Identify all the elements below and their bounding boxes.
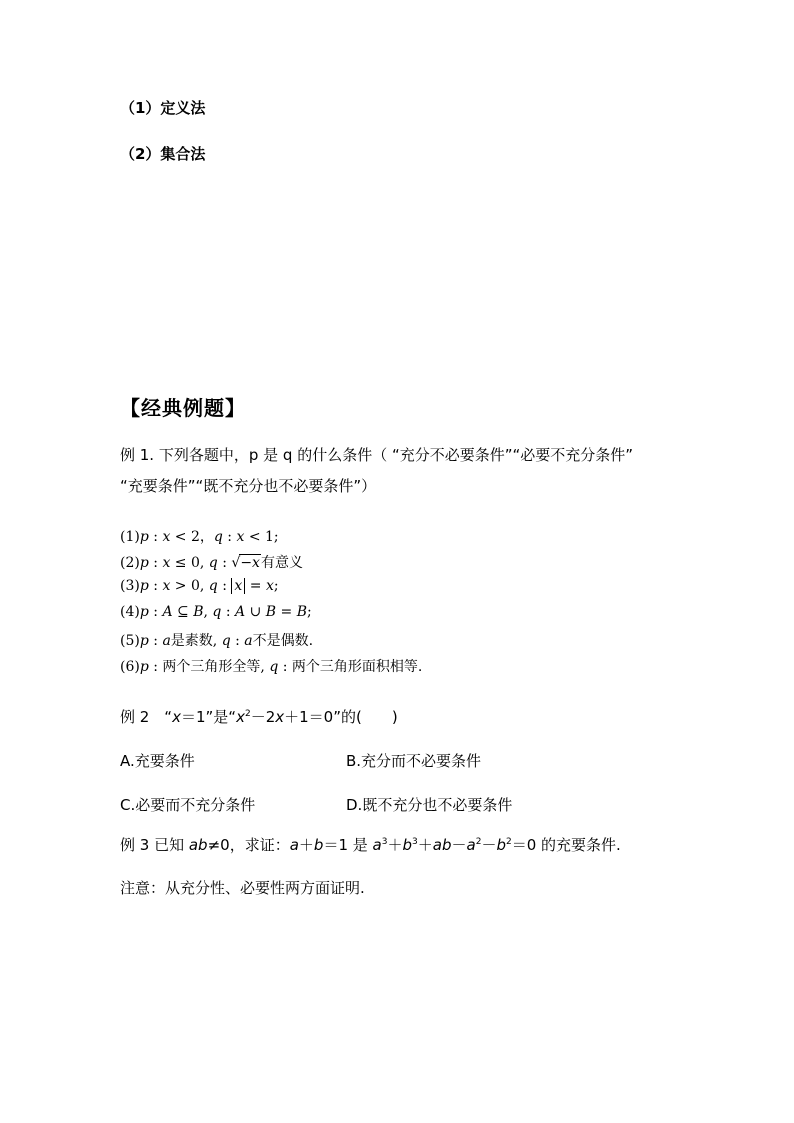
method-set: （2）集合法: [120, 145, 206, 163]
condition-2: (2)p : x ≤ 0, q : √−x有意义: [120, 555, 303, 571]
example2-option-b: B.充分而不必要条件: [346, 752, 482, 770]
example2-option-a: A.充要条件: [120, 752, 195, 770]
condition-5: (5)p : a是素数, q : a不是偶数.: [120, 633, 314, 649]
condition-1: (1)p : x < 2，q : x < 1;: [120, 529, 279, 545]
example1-line2: “充要条件”“既不充分也不必要条件”）: [120, 477, 377, 495]
condition-4: (4)p : A ⊆ B, q : A ∪ B = B;: [120, 604, 312, 620]
note-text: 注意：从充分性、必要性两方面证明.: [120, 879, 365, 897]
example2-option-d: D.既不充分也不必要条件: [346, 796, 513, 814]
condition-6: (6)p : 两个三角形全等, q : 两个三角形面积相等.: [120, 659, 423, 675]
example2-option-c: C.必要而不充分条件: [120, 796, 256, 814]
condition-3: (3)p : x > 0, q : x = x;: [120, 578, 279, 594]
example2-stem: 例 2 “x＝1”是“$x^2-2x+1=0$”的( ): [120, 708, 398, 726]
example3-text: 例 3 已知 ab≠0，求证：a＋b＝1 是 $a^3+b^3+ab-a^2-b^2=0$ 的充要条件.: [120, 836, 621, 854]
example1-line1: 例 1. 下列各题中，p 是 q 的什么条件（ “充分不必要条件”“必要不充分条件”: [120, 446, 634, 464]
method-definition: （1）定义法: [120, 99, 206, 117]
section-heading: 【经典例题】: [120, 396, 246, 420]
